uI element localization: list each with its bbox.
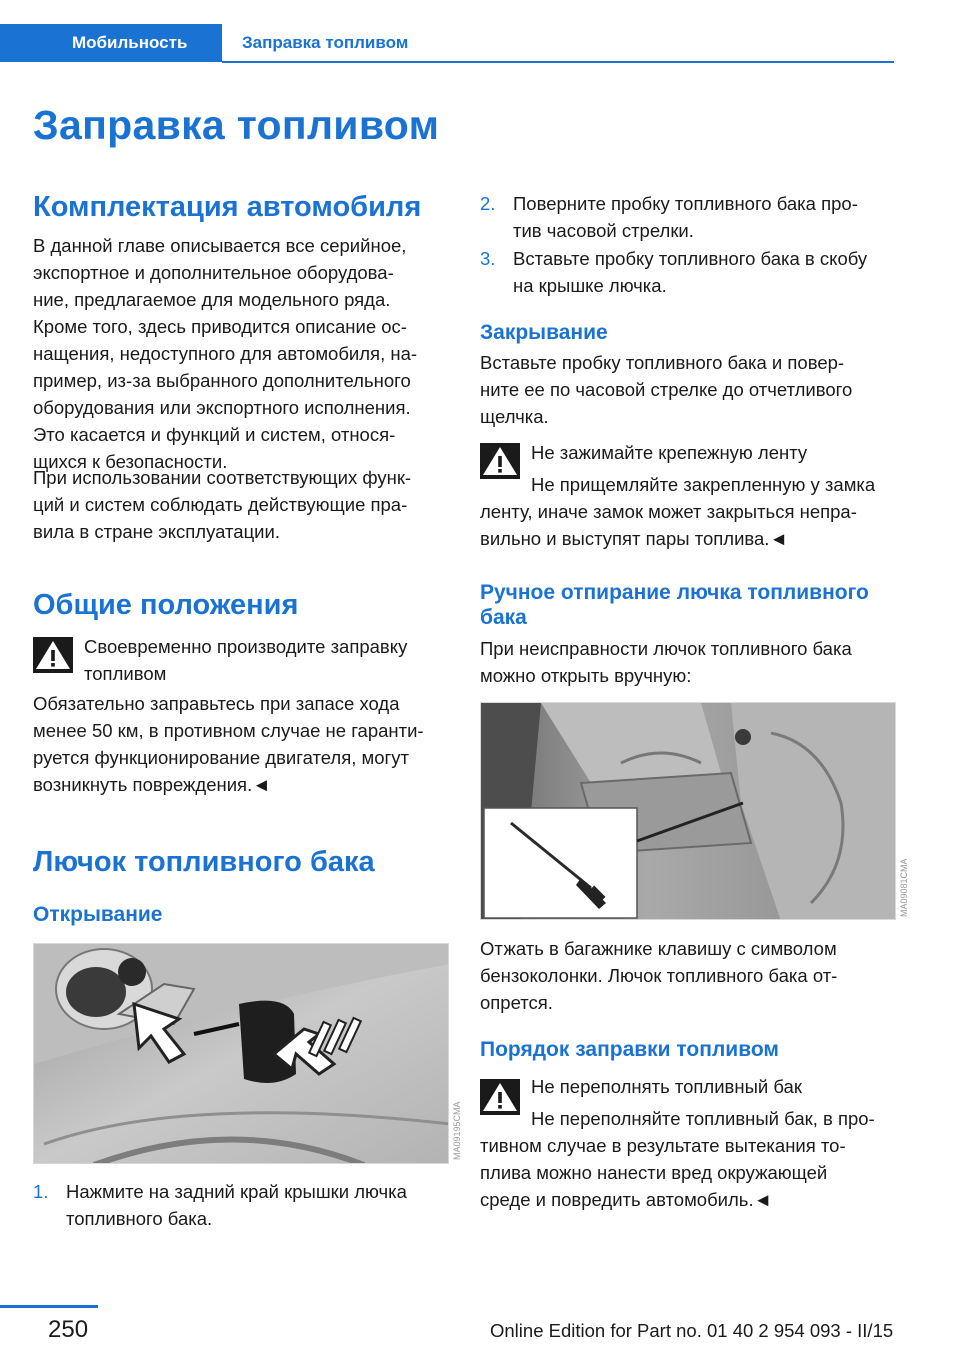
text-line: нащения, недоступного для автомобиля, на-	[33, 343, 418, 364]
text-line: плива можно нанести вред окружающей	[480, 1162, 828, 1183]
trunk-illustration	[480, 702, 896, 920]
footer-edition: Online Edition for Part no. 01 40 2 954 093 - II/15	[490, 1320, 894, 1341]
text-line: топливом	[84, 663, 167, 684]
text-line: возникнуть повреждения.◄	[33, 774, 271, 795]
text-line: В данной главе описывается все серийное,	[33, 235, 407, 256]
text-line: вильно и выступят пары топлива.◄	[480, 528, 788, 549]
text-line: ние, предлагаемое для модельного ряда.	[33, 289, 391, 310]
text-line: Вставьте пробку топливного бака и повер-	[480, 352, 845, 373]
image-code-2: MA09081CMA	[899, 858, 909, 917]
header-tab-refuelling[interactable]: Заправка топливом	[242, 33, 409, 52]
heading-closing: Закрывание	[480, 321, 608, 344]
text-line: Нажмите на задний край крышки лючка	[66, 1181, 407, 1202]
order-warning-title: Не переполнять топливный бак	[531, 1076, 802, 1097]
text-line: на крышке лючка.	[513, 275, 667, 296]
text-line: топливного бака.	[66, 1208, 213, 1229]
fuel-flap-illustration	[33, 943, 449, 1164]
warning-icon	[33, 637, 73, 673]
text-line: руется функционирование двигателя, могут	[33, 747, 409, 768]
text-line: Кроме того, здесь приводится описание ос-	[33, 316, 407, 337]
heading-fuel-flap: Лючок топливного бака	[33, 846, 375, 878]
text-line: экспортное и дополнительное оборудова-	[33, 262, 394, 283]
step-text	[513, 245, 867, 299]
text-line: ций и систем соблюдать действующие пра-	[33, 494, 408, 515]
text-line: можно открыть вручную:	[480, 665, 692, 686]
step-2	[480, 190, 900, 250]
step-number: 2.	[480, 193, 496, 214]
heading-manual-unlock	[480, 580, 869, 630]
header-tab-mobility[interactable]: Мобильность	[72, 33, 188, 52]
step-text	[513, 190, 858, 244]
text-line: Ручное отпирание лючка топливного	[480, 581, 869, 604]
text-line: оборудования или экспортного исполнения.	[33, 397, 411, 418]
text-line: Отжать в багажнике клавишу с символом	[480, 938, 837, 959]
text-line: тивном случае в результате вытекания то-	[480, 1135, 846, 1156]
text-line: ленту, иначе замок может закрыться непра-	[480, 501, 857, 522]
image-code-1: MA09195CMA	[452, 1101, 462, 1160]
page-number: 250	[48, 1316, 89, 1343]
text-line: Вставьте пробку топливного бака в скобу	[513, 248, 868, 269]
heading-equipment: Комплектация автомобиля	[33, 191, 422, 223]
text-line: щелчка.	[480, 406, 549, 427]
manual-unlock-after-text	[480, 935, 837, 1016]
heading-opening: Открывание	[33, 903, 163, 926]
text-line: Поверните пробку топливного бака про-	[513, 193, 858, 214]
text-line: Обязательно заправьтесь при запасе хода	[33, 693, 400, 714]
manual-unlock-text	[480, 635, 852, 689]
footer-rule	[0, 1305, 98, 1308]
text-line: ните ее по часовой стрелке до отчетливого	[480, 379, 853, 400]
general-warning-title	[84, 633, 407, 687]
text-line: щихся к безопасности.	[33, 451, 228, 472]
text-line: менее 50 км, в противном случае не гаранти-	[33, 720, 424, 741]
step-3	[480, 245, 900, 305]
text-line: При неисправности лючок топливного бака	[480, 638, 852, 659]
step-number: 1.	[33, 1181, 49, 1202]
closing-warning-text	[480, 471, 875, 552]
text-line: пример, из-за выбранного дополнительного	[33, 370, 411, 391]
text-line: опрется.	[480, 992, 553, 1013]
heading-refuelling-order: Порядок заправки топливом	[480, 1038, 779, 1061]
text-line: тив часовой стрелки.	[513, 220, 694, 241]
text-line: Не прищемляйте закрепленную у замка	[531, 474, 876, 495]
step-1	[33, 1178, 453, 1238]
text-line: При использовании соответствующих функ-	[33, 467, 412, 488]
text-line: Не переполняйте топливный бак, в про-	[531, 1108, 875, 1129]
step-number: 3.	[480, 248, 496, 269]
text-line: среде и повредить автомобиль.◄	[480, 1189, 772, 1210]
header-rule	[222, 61, 894, 63]
text-line: вила в стране эксплуатации.	[33, 521, 280, 542]
closing-text	[480, 349, 852, 430]
step-text	[66, 1178, 407, 1232]
equipment-paragraph-2	[33, 464, 411, 545]
order-warning-text	[480, 1105, 875, 1213]
general-warning-text	[33, 690, 424, 798]
heading-general: Общие положения	[33, 589, 299, 621]
text-line: Своевременно производите заправку	[84, 636, 408, 657]
equipment-paragraph-1	[33, 232, 417, 475]
text-line: Это касается и функций и систем, относя-	[33, 424, 396, 445]
page-title: Заправка топливом	[33, 102, 440, 148]
closing-warning-title: Не зажимайте крепежную ленту	[531, 442, 808, 463]
text-line: бензоколонки. Лючок топливного бака от-	[480, 965, 838, 986]
text-line: бака	[480, 606, 527, 629]
